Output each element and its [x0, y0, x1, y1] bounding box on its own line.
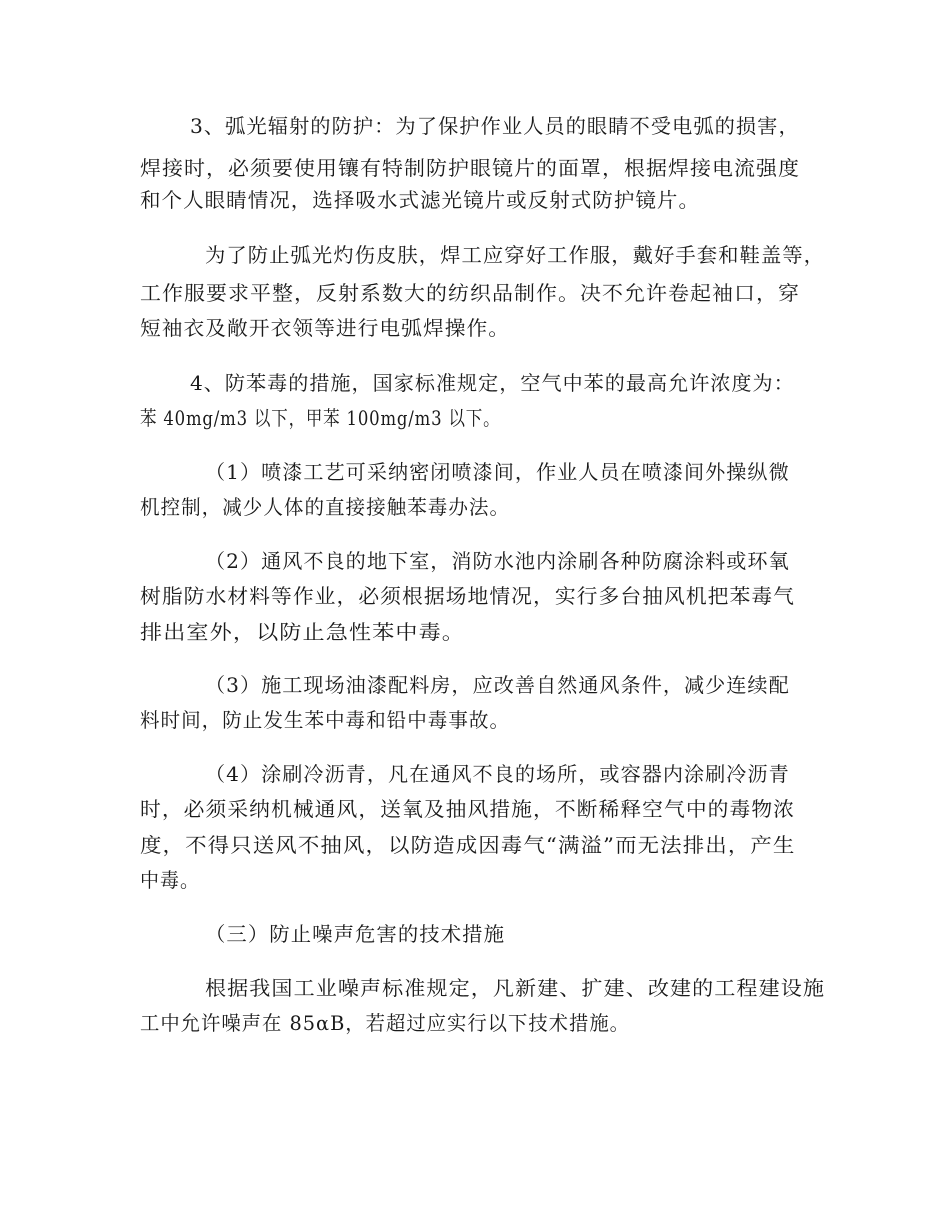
text-line: （4）涂刷冷沥青，凡在通风不良的场所，或容器内涂刷冷沥青 [205, 762, 790, 786]
text-line: 3、弧光辐射的防护：为了保护作业人员的眼睛不受电弧的损害， [190, 114, 800, 138]
text-line: 料时间，防止发生苯中毒和铅中毒事故。 [140, 708, 510, 732]
text-line: 排出室外，以防止急性苯中毒。 [140, 620, 465, 644]
text-line: （三）防止噪声危害的技术措施 [205, 922, 505, 946]
text-line: 中毒。 [140, 868, 200, 892]
text-line: 时，必须采纳机械通风，送氧及抽风措施，不断稀释空气中的毒物浓 [140, 797, 795, 821]
text-line: 焊接时，必须要使用镶有特制防护眼镜片的面罩，根据焊接电流强度 [140, 156, 801, 180]
text-line: 和个人眼睛情况，选择吸水式滤光镜片或反射式防护镜片。 [140, 188, 701, 212]
text-line: （3）施工现场油漆配料房，应改善自然通风条件，减少连续配 [205, 673, 790, 697]
text-line: 苯 40mg/m3 以下，甲苯 100mg/m3 以下。 [140, 406, 501, 430]
text-line: 工作服要求平整，反射系数大的纺织品制作。决不允许卷起袖口，穿 [140, 281, 801, 305]
text-line: 为了防止弧光灼伤皮肤，焊工应穿好工作服，戴好手套和鞋盖等， [205, 243, 825, 267]
text-line: 机控制，减少人体的直接接触苯毒办法。 [140, 495, 510, 519]
text-line: 4、防苯毒的措施，国家标准规定，空气中苯的最高允许浓度为： [190, 371, 795, 395]
text-line: 工中允许噪声在 85αB，若超过应实行以下技术措施。 [140, 1011, 631, 1035]
text-line: （1）喷漆工艺可采纳密闭喷漆间，作业人员在喷漆间外操纵微 [205, 460, 790, 484]
text-line: 根据我国工业噪声标准规定，凡新建、扩建、改建的工程建设施 [205, 976, 825, 1000]
text-line: 度，不得只送风不抽风，以防造成因毒气“满溢”而无法排出，产生 [140, 833, 796, 857]
text-line: 树脂防水材料等作业，必须根据场地情况，实行多台抽风机把苯毒气 [140, 584, 795, 608]
text-line: （2）通风不良的地下室，消防水池内涂刷各种防腐涂料或环氧 [205, 549, 790, 573]
text-line: 短袖衣及敞开衣领等进行电弧焊操作。 [140, 316, 511, 340]
